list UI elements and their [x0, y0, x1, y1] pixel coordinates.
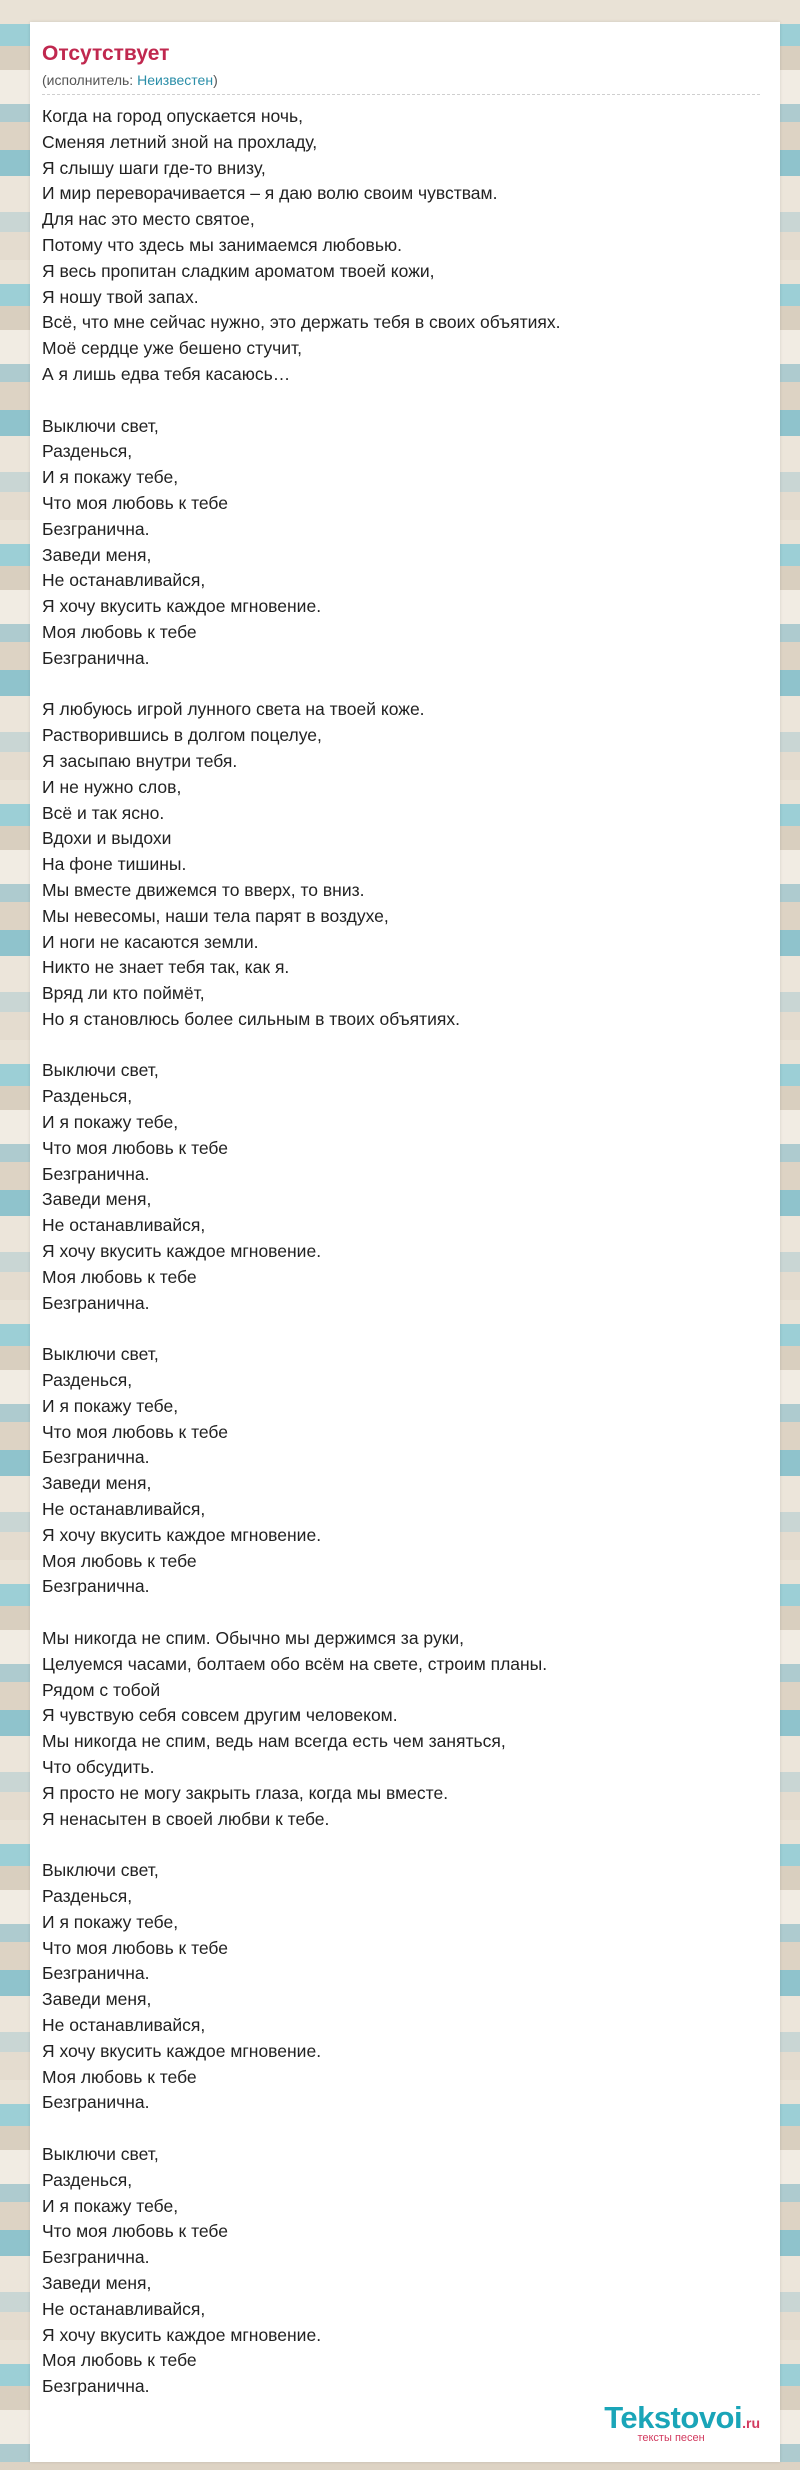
lyrics-line: Я любуюсь игрой лунного света на твоей коже. [42, 699, 425, 720]
lyrics-line: Всё и так ясно. [42, 802, 165, 823]
lyrics-line: Безгранична. [42, 1292, 150, 1313]
lyrics-line: Мы невесомы, наши тела парят в воздухе, [42, 905, 389, 926]
lyrics-line: Что моя любовь к тебе [42, 1421, 228, 1442]
lyrics-line: Не останавливайся, [42, 1215, 206, 1236]
artist-prefix: (исполнитель: [42, 72, 138, 88]
lyrics-line: Вряд ли кто поймёт, [42, 983, 205, 1004]
lyrics-line: Безгранична. [42, 2247, 150, 2268]
lyrics-line: Безгранична. [42, 1576, 150, 1597]
lyrics-line: Разденься, [42, 1885, 133, 1906]
lyrics-line: Не останавливайся, [42, 1499, 206, 1520]
lyrics-line: Разденься, [42, 441, 133, 462]
lyrics-line: Всё, что мне сейчас нужно, это держать тебя в своих объятиях. [42, 312, 561, 333]
lyrics-line: Я засыпаю внутри тебя. [42, 750, 238, 771]
lyrics-stanza [42, 414, 760, 672]
lyrics-line: И я покажу тебе, [42, 467, 179, 488]
lyrics-line: На фоне тишины. [42, 854, 187, 875]
lyrics-stanza [42, 2142, 760, 2400]
lyrics-line: И я покажу тебе, [42, 1112, 179, 1133]
lyrics-line: Рядом с тобой [42, 1679, 161, 1700]
lyrics-line: И я покажу тебе, [42, 1395, 179, 1416]
lyrics-line: Разденься, [42, 1370, 133, 1391]
lyrics-line: Заведи меня, [42, 1473, 152, 1494]
lyrics-line: Мы никогда не спим. Обычно мы держимся за руки, [42, 1628, 464, 1649]
header-divider [42, 94, 760, 95]
lyrics-line: Для нас это место святое, [42, 209, 255, 230]
lyrics-line: Выключи свет, [42, 415, 159, 436]
lyrics-stanza [42, 1342, 760, 1600]
artist-line [42, 72, 218, 88]
lyrics-line: Не останавливайся, [42, 2014, 206, 2035]
lyrics-line: Безгранична. [42, 2376, 150, 2397]
lyrics-line: А я лишь едва тебя касаюсь… [42, 363, 291, 384]
lyrics-line: Выключи свет, [42, 1344, 159, 1365]
lyrics-line: Моя любовь к тебе [42, 1550, 197, 1571]
lyrics-line: Не останавливайся, [42, 2298, 206, 2319]
lyrics-line: Вдохи и выдохи [42, 828, 172, 849]
lyrics-stanza [42, 104, 760, 388]
lyrics-line: Я хочу вкусить каждое мгновение. [42, 2324, 322, 2345]
lyrics-line: Заведи меня, [42, 1989, 152, 2010]
lyrics-line: Заведи меня, [42, 1189, 152, 1210]
lyrics-line: Моя любовь к тебе [42, 621, 197, 642]
lyrics-line: И ноги не касаются земли. [42, 931, 259, 952]
lyrics-line: Целуемся часами, болтаем обо всём на свете, строим планы. [42, 1653, 548, 1674]
lyrics-line: Потому что здесь мы занимаемся любовью. [42, 234, 402, 255]
lyrics-line: Безгранична. [42, 1163, 150, 1184]
lyrics-line: Моя любовь к тебе [42, 2350, 197, 2371]
lyrics-line: Я слышу шаги где-то внизу, [42, 157, 266, 178]
lyrics-line: Выключи свет, [42, 1060, 159, 1081]
site-logo[interactable] [604, 2400, 760, 2444]
lyrics-line: Никто не знает тебя так, как я. [42, 957, 290, 978]
lyrics-line: Я просто не могу закрыть глаза, когда мы вместе. [42, 1782, 449, 1803]
lyrics-stanza [42, 697, 760, 1032]
lyrics-line: Мы никогда не спим, ведь нам всегда есть чем заняться, [42, 1731, 506, 1752]
lyrics-line: Я хочу вкусить каждое мгновение. [42, 1524, 322, 1545]
lyrics-line: Сменяя летний зной на прохладу, [42, 131, 318, 152]
lyrics-line: Когда на город опускается ночь, [42, 106, 303, 126]
lyrics-line: И мир переворачивается – я даю волю своим чувствам. [42, 183, 498, 204]
lyrics-line: Что моя любовь к тебе [42, 1137, 228, 1158]
artist-link[interactable]: Неизвестен [137, 72, 214, 88]
lyrics-stanza [42, 1858, 760, 2116]
logo-tagline: тексты песен [637, 2432, 705, 2444]
lyrics-line: Что моя любовь к тебе [42, 1937, 228, 1958]
lyrics-line: Моя любовь к тебе [42, 1266, 197, 1287]
lyrics-line: Я хочу вкусить каждое мгновение. [42, 596, 322, 617]
lyrics-line: Что обсудить. [42, 1757, 155, 1777]
lyrics-line: Растворившись в долгом поцелуе, [42, 725, 322, 746]
lyrics-stanza [42, 1058, 760, 1316]
lyrics-line: И не нужно слов, [42, 776, 182, 797]
lyrics-line: Я ношу твой запах. [42, 286, 199, 307]
logo-name: Tekstovoi [604, 2400, 743, 2435]
lyrics-line: Безгранична. [42, 2092, 150, 2113]
lyrics-line: Не останавливайся, [42, 570, 206, 591]
lyrics-line: Безгранична. [42, 1963, 150, 1984]
lyrics-line: И я покажу тебе, [42, 2195, 179, 2216]
lyrics-line: Но я становлюсь более сильным в твоих объятиях. [42, 1008, 460, 1029]
lyrics-line: Моя любовь к тебе [42, 2066, 197, 2087]
lyrics-line: Я хочу вкусить каждое мгновение. [42, 2040, 322, 2061]
lyrics-line: Заведи меня, [42, 544, 152, 565]
lyrics-line: Выключи свет, [42, 1860, 159, 1881]
lyrics-line: Моё сердце уже бешено стучит, [42, 338, 302, 359]
lyrics-text [42, 104, 760, 2400]
lyrics-line: Я хочу вкусить каждое мгновение. [42, 1241, 322, 1262]
lyrics-line: Выключи свет, [42, 2143, 159, 2164]
lyrics-line: Безгранична. [42, 647, 150, 668]
lyrics-line: Разденься, [42, 1086, 133, 1107]
lyrics-line: Я ненасытен в своей любви к тебе. [42, 1808, 330, 1829]
lyrics-line: Безгранична. [42, 518, 150, 539]
logo-tld: .ru [742, 2415, 760, 2431]
lyrics-line: Безгранична. [42, 1447, 150, 1468]
lyrics-line: Мы вместе движемся то вверх, то вниз. [42, 879, 365, 900]
artist-suffix: ) [213, 72, 218, 88]
song-title: Отсутствует [42, 42, 170, 65]
lyrics-card [30, 22, 780, 2462]
lyrics-stanza [42, 1626, 760, 1832]
lyrics-line: Что моя любовь к тебе [42, 2221, 228, 2242]
lyrics-line: Я весь пропитан сладким ароматом твоей кожи, [42, 260, 435, 281]
lyrics-line: И я покажу тебе, [42, 1911, 179, 1932]
lyrics-line: Заведи меня, [42, 2272, 152, 2293]
lyrics-line: Я чувствую себя совсем другим человеком. [42, 1705, 398, 1726]
lyrics-line: Разденься, [42, 2169, 133, 2190]
lyrics-line: Что моя любовь к тебе [42, 492, 228, 513]
